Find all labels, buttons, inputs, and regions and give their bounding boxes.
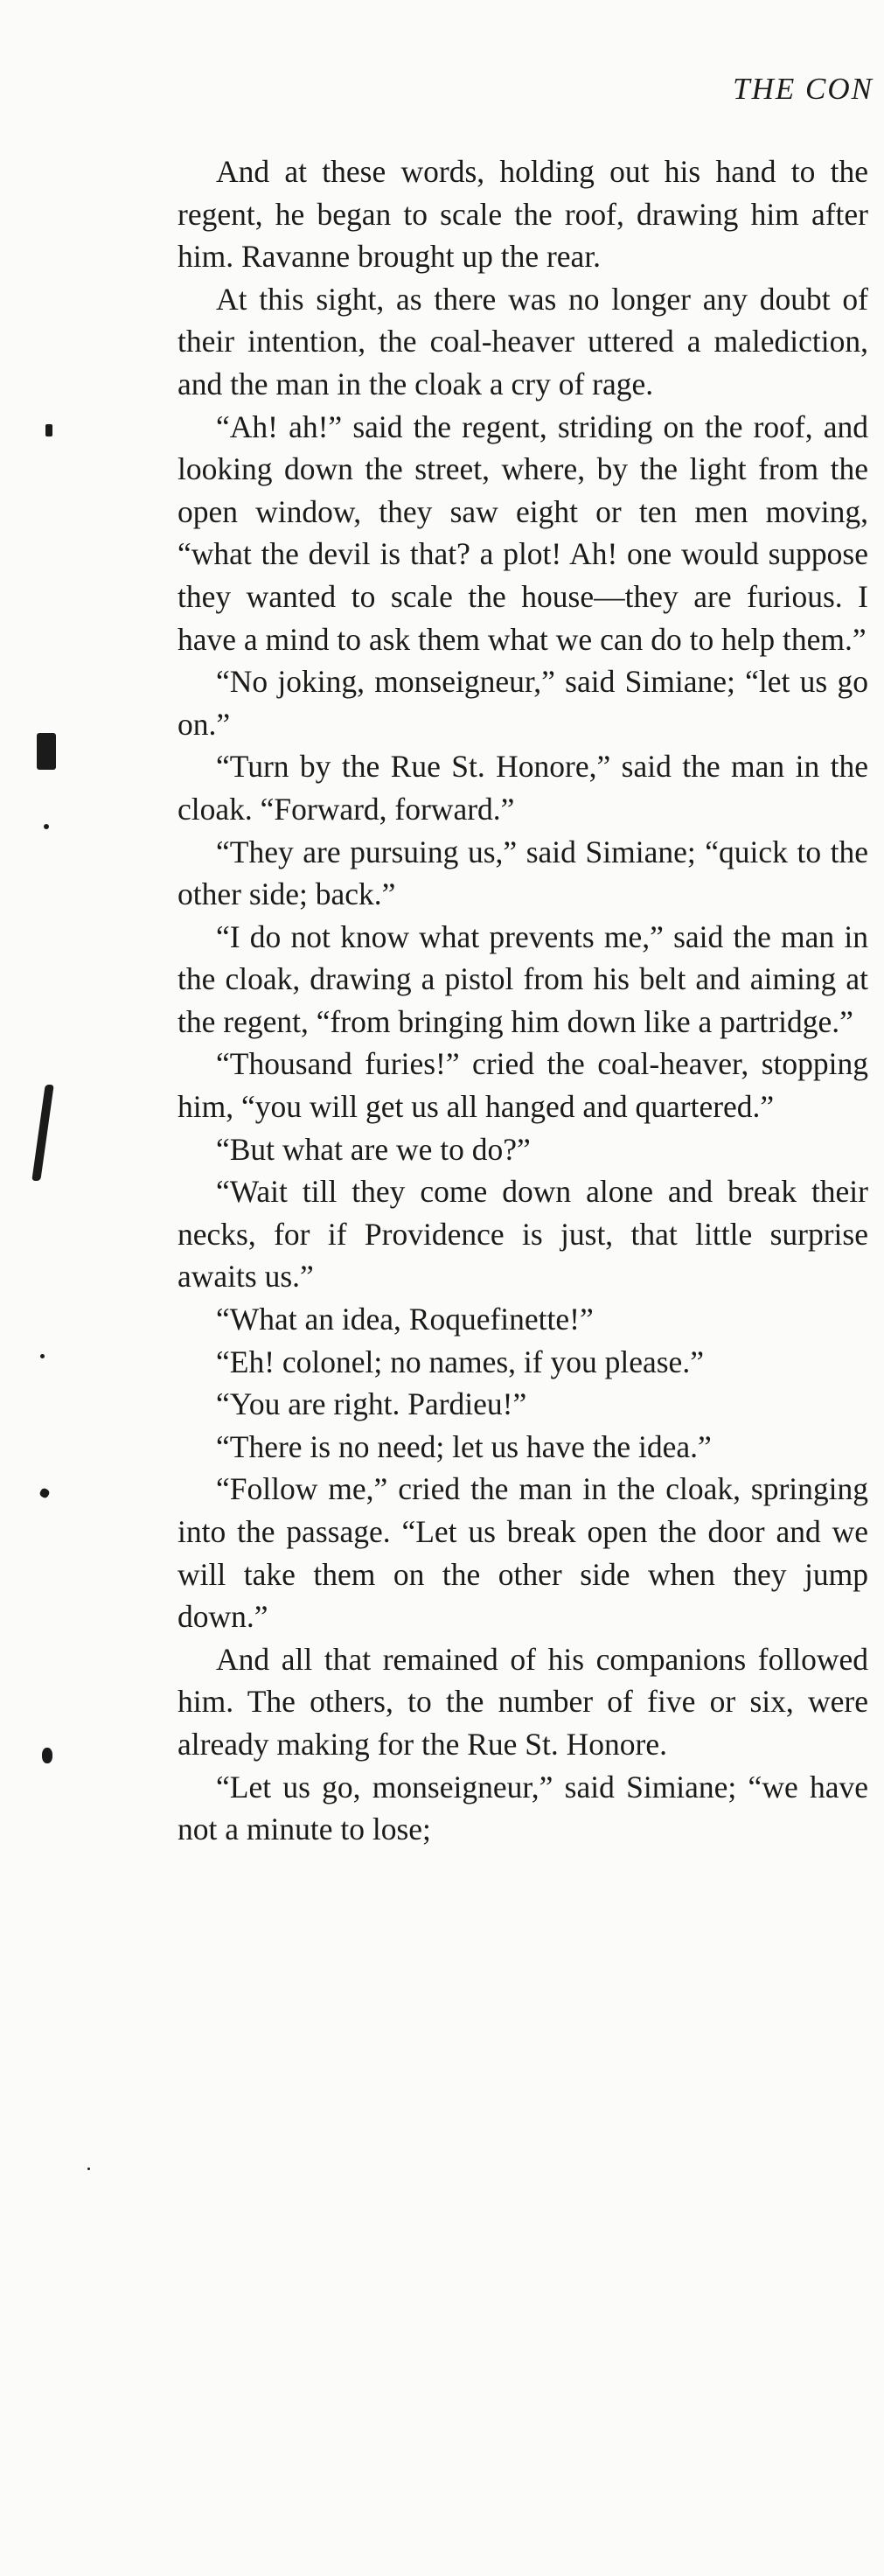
ink-mark [44, 824, 49, 829]
paragraph: “What an idea, Roquefinette!” [216, 1302, 594, 1337]
paragraph: “Turn by the Rue St. Honore,” said the man in the cloak. “Forward, forward.” [177, 749, 868, 827]
paragraph: “No joking, monseigneur,” said Simiane; “let us go on.” [177, 664, 868, 742]
ink-mark [38, 1487, 51, 1499]
paragraph: “They are pursuing us,” said Simiane; “quick to the other side; back.” [177, 834, 868, 912]
ink-mark [31, 1085, 53, 1181]
paragraph: “Thousand furies!” cried the coal-heaver, stopping him, “you will get us all hanged and quartered.” [177, 1046, 868, 1125]
paragraph: And at these words, holding out his hand to the regent, he began to scale the roof, drawing him after him. Ravanne brought up the rear. [177, 154, 868, 275]
paragraph: “Wait till they come down alone and break their necks, for if Providence is just, that little surprise awaits us.” [177, 1174, 868, 1295]
ink-mark [45, 424, 52, 436]
paragraph: “But what are we to do?” [216, 1131, 531, 1167]
paragraph: At this sight, as there was no longer any doubt of their intention, the coal-heaver uttered a malediction, and the man in the cloak a cry of rage. [177, 281, 868, 401]
paragraph: “I do not know what prevents me,” said the man in the cloak, drawing a pistol from his belt and aiming at the regent, “from bringing him down like a partridge.” [177, 918, 868, 1039]
paragraph: And all that remained of his companions followed him. The others, to the number of five or six, were already making for the Rue St. Honore. [177, 1641, 868, 1762]
ink-mark [40, 1354, 45, 1358]
ink-mark [42, 1748, 52, 1763]
ink-mark [37, 733, 56, 770]
paragraph: “Follow me,” cried the man in the cloak, springing into the passage. “Let us break open the door and we will take them on the other side when they jump down.” [177, 1471, 868, 1635]
ink-mark [87, 2168, 90, 2170]
paragraph: “Eh! colonel; no names, if you please.” [216, 1344, 704, 1379]
paragraph: “Ah! ah!” said the regent, striding on the roof, and looking down the street, where, by the light from the open window, they saw eight or ten men moving, “what the devil is that? a plot! Ah! one would suppose they wanted to scale the house—they are furious. I have a mind to ask them what we can do to help them.” [177, 408, 868, 657]
running-head: THE CON [733, 72, 874, 106]
paragraph: “Let us go, monseigneur,” said Simiane; “we have not a minute to lose; [177, 1769, 868, 1847]
body-text [177, 150, 868, 1851]
paragraph: “You are right. Pardieu!” [216, 1386, 527, 1422]
paragraph: “There is no need; let us have the idea.” [216, 1428, 712, 1464]
